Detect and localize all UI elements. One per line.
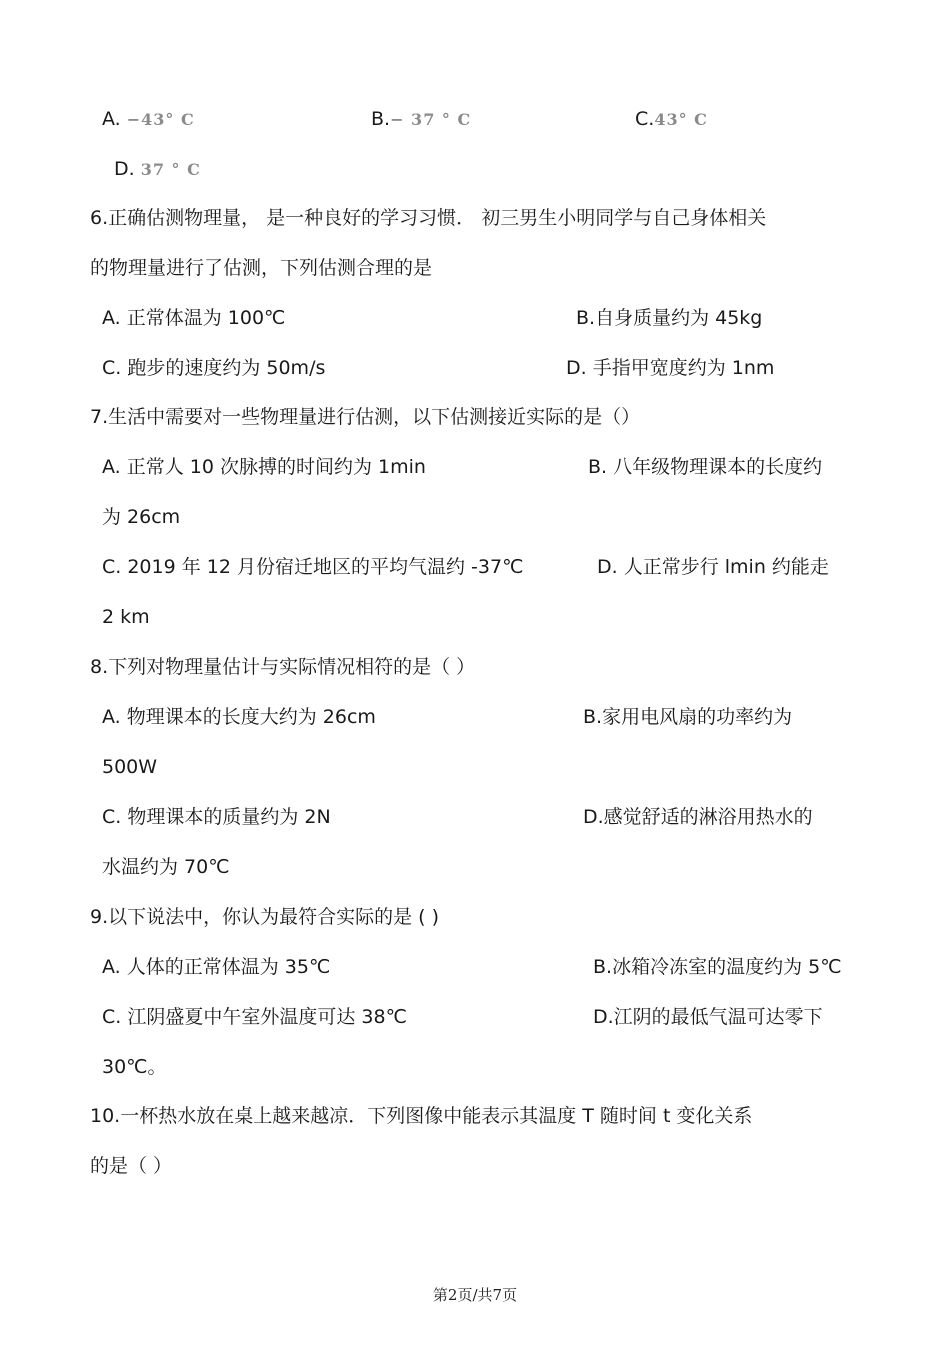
- q8-option-d-line2: 水温约为 70℃: [102, 856, 230, 878]
- q9-stem: 9.以下说法中，你认为最符合实际的是 ( ): [90, 906, 440, 928]
- q9-option-d-line2: 30℃。: [102, 1056, 167, 1078]
- q10-stem-line1: 10.一杯热水放在桌上越来越凉．下列图像中能表示其温度 T 随时间 t 变化关系: [90, 1105, 753, 1127]
- option-value: −43° C: [126, 110, 195, 129]
- q9-option-a: A. 人体的正常体温为 35℃: [102, 956, 331, 978]
- q8-option-c: C. 物理课本的质量约为 2N: [102, 806, 331, 828]
- q7-option-c: C. 2019 年 12 月份宿迁地区的平均气温约 -37℃: [102, 556, 524, 578]
- option-value: 37 ° C: [140, 160, 201, 179]
- q6-option-d: D. 手指甲宽度约为 1nm: [566, 357, 775, 379]
- option-label: D.: [114, 158, 135, 180]
- q8-option-b-line2: 500W: [102, 756, 158, 778]
- option-label: B.: [371, 108, 391, 130]
- q5-option-d: [114, 157, 201, 182]
- page-number: 第2页/共7页: [432, 1286, 518, 1304]
- q9-option-b: B.冰箱冷冻室的温度约为 5℃: [593, 956, 842, 978]
- q7-option-a: A. 正常人 10 次脉搏的时间约为 1min: [102, 456, 426, 478]
- q6-stem-line2: 的物理量进行了估测，下列估测合理的是: [90, 257, 433, 279]
- q10-stem-line2: 的是（ ）: [90, 1155, 173, 1177]
- q6-option-b: B.自身质量约为 45kg: [576, 307, 763, 329]
- option-value: − 37 ° C: [390, 110, 472, 129]
- option-label: C.: [635, 108, 655, 130]
- q5-option-b: [371, 107, 471, 132]
- q7-option-b-line2: 为 26cm: [102, 506, 181, 528]
- q7-option-b-line1: B. 八年级物理课本的长度约: [588, 456, 823, 478]
- q7-option-d-line2: 2 km: [102, 606, 150, 628]
- option-value: 43° C: [654, 110, 708, 129]
- option-label: A.: [102, 108, 121, 130]
- q8-option-b-line1: B.家用电风扇的功率约为: [583, 706, 793, 728]
- q6-option-c: C. 跑步的速度约为 50m/s: [102, 357, 326, 379]
- q8-option-a: A. 物理课本的长度大约为 26cm: [102, 706, 376, 728]
- q7-stem: 7.生活中需要对一些物理量进行估测，以下估测接近实际的是（）: [90, 406, 641, 428]
- q8-option-d-line1: D.感觉舒适的淋浴用热水的: [583, 806, 813, 828]
- q5-option-a: [102, 107, 195, 132]
- q8-stem: 8.下列对物理量估计与实际情况相符的是（ ）: [90, 656, 476, 678]
- q7-option-d-line1: D. 人正常步行 lmin 约能走: [597, 556, 829, 578]
- q9-option-c: C. 江阴盛夏中午室外温度可达 38℃: [102, 1006, 407, 1028]
- q6-option-a: A. 正常体温为 100℃: [102, 307, 286, 329]
- q6-stem-line1: 6.正确估测物理量， 是一种良好的学习习惯． 初三男生小明同学与自己身体相关: [90, 207, 767, 229]
- q5-option-c: [635, 107, 708, 132]
- q9-option-d-line1: D.江阴的最低气温可达零下: [593, 1006, 823, 1028]
